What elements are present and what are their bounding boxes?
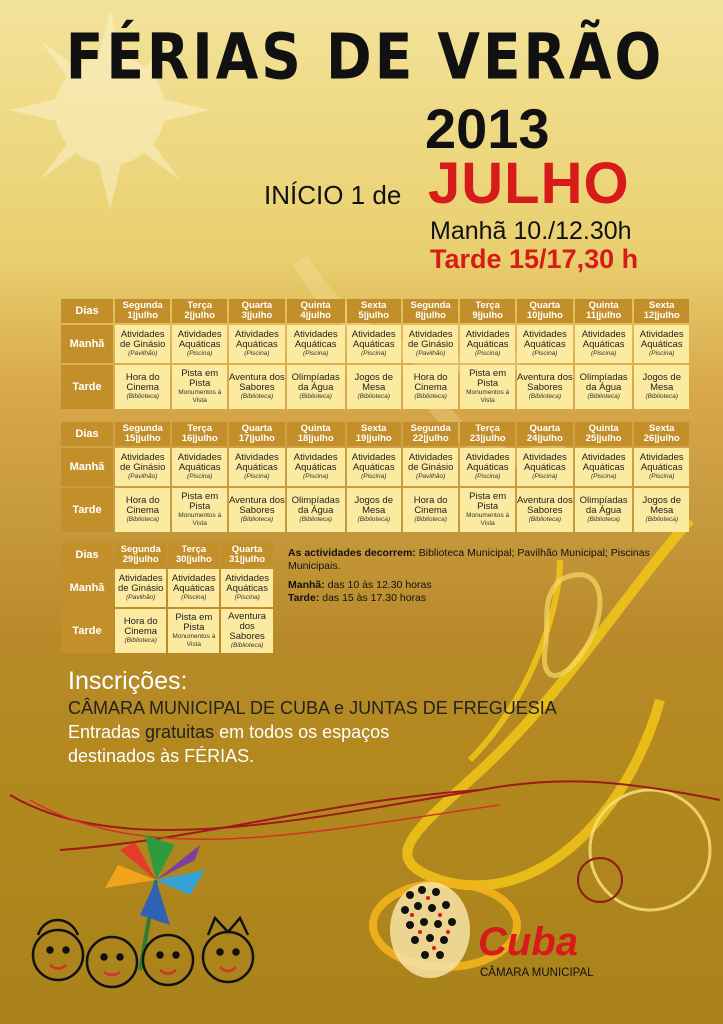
activity-name: Atividades de Ginásio xyxy=(120,452,166,473)
activity-location: (Biblioteca) xyxy=(357,516,390,523)
schedule-cell xyxy=(575,365,633,409)
activity-name: Olimpíadas da Água xyxy=(579,372,628,393)
schedule-cell xyxy=(634,448,689,486)
registration-title: Inscrições: xyxy=(68,667,188,695)
activity-location: (Biblioteca) xyxy=(414,393,447,400)
row-tarde xyxy=(61,609,273,653)
schedule-cell xyxy=(347,488,401,532)
schedule-cell xyxy=(287,365,345,409)
info-block xyxy=(288,547,668,605)
row-label-tarde: Tarde xyxy=(61,609,113,653)
day-date: 29|julho xyxy=(122,554,159,565)
day-header xyxy=(172,299,226,323)
row-manha xyxy=(61,569,273,607)
schedule-cell xyxy=(115,365,170,409)
row-tarde xyxy=(61,365,689,409)
schedule-cell xyxy=(229,325,285,363)
header-row xyxy=(61,543,273,567)
activity-name: Pista em Pista xyxy=(175,612,213,633)
day-date: 16|julho xyxy=(181,433,218,444)
day-name: Terça xyxy=(475,423,500,434)
day-header xyxy=(347,299,401,323)
activity-name: Pista em Pista xyxy=(181,368,219,389)
activity-location: (Pavilhão) xyxy=(416,473,446,480)
day-header xyxy=(403,422,458,446)
day-header xyxy=(287,299,345,323)
day-header xyxy=(347,422,401,446)
schedule-cell xyxy=(287,448,345,486)
activity-location: (Biblioteca) xyxy=(126,393,159,400)
activity-name: Atividades Aquáticas xyxy=(639,329,684,350)
activity-location: (Biblioteca) xyxy=(414,516,447,523)
schedule-cell xyxy=(115,325,170,363)
day-name: Terça xyxy=(475,300,500,311)
afternoon-text: das 15 às 17.30 horas xyxy=(322,592,427,604)
activity-name: Atividades Aquáticas xyxy=(351,329,396,350)
schedule-cell xyxy=(172,325,226,363)
schedule-cell xyxy=(287,325,345,363)
activities-text: Biblioteca Municipal; Pavilhão Municipal; Piscinas Municipais. xyxy=(288,547,650,572)
activity-location: (Biblioteca) xyxy=(357,393,390,400)
row-label-tarde: Tarde xyxy=(61,488,113,532)
activity-name: Atividades de Ginásio xyxy=(118,573,164,594)
activity-location: (Piscina) xyxy=(361,350,387,357)
schedule-cell xyxy=(115,609,166,653)
schedule-cell xyxy=(403,488,458,532)
activity-name: Hora do Cinema xyxy=(123,616,158,637)
day-date: 15|julho xyxy=(124,433,161,444)
schedule-cell xyxy=(172,448,226,486)
line2-post: em todos os espaços xyxy=(214,722,390,742)
start-date-label: INÍCIO 1 de xyxy=(264,180,402,210)
day-date: 30|julho xyxy=(175,554,212,565)
activity-name: Pista em Pista xyxy=(469,368,507,389)
activity-location: (Pavilhão) xyxy=(416,350,446,357)
month: JULHO xyxy=(428,151,630,216)
activity-location: (Pavilhão) xyxy=(128,350,158,357)
schedule-cell xyxy=(347,325,401,363)
schedule-week-1 xyxy=(59,297,691,411)
day-date: 10|julho xyxy=(526,310,563,321)
day-name: Terça xyxy=(187,300,213,311)
activity-name: Hora do Cinema xyxy=(125,372,160,393)
activity-name: Atividades Aquáticas xyxy=(293,452,338,473)
activity-location: (Biblioteca) xyxy=(587,393,620,400)
day-name: Terça xyxy=(181,544,207,555)
activity-name: Atividades Aquáticas xyxy=(639,452,684,473)
day-date: 5|julho xyxy=(358,310,390,321)
schedule-cell xyxy=(287,488,345,532)
day-name: Terça xyxy=(187,423,213,434)
schedule-cell xyxy=(172,365,226,409)
schedule-cell xyxy=(221,609,273,653)
schedule-cell xyxy=(172,488,226,532)
day-name: Sexta xyxy=(649,300,675,311)
day-header xyxy=(115,299,170,323)
schedule-cell xyxy=(115,448,170,486)
activity-subtitle: Monumentos à Vista xyxy=(172,633,216,648)
schedule-cell xyxy=(575,488,633,532)
day-name: Quarta xyxy=(241,300,273,311)
day-name: Segunda xyxy=(122,300,163,311)
schedule-cell xyxy=(517,448,573,486)
morning-text: das 10 às 12.30 horas xyxy=(327,579,432,591)
day-date: 22|julho xyxy=(412,433,449,444)
line2-pre: Entradas xyxy=(68,722,146,742)
activity-location: (Biblioteca) xyxy=(587,516,620,523)
row-manha xyxy=(61,325,689,363)
schedule-cell xyxy=(168,609,219,653)
day-header xyxy=(172,422,226,446)
activity-name: Aventura dos Sabores xyxy=(228,372,285,393)
schedule-cell xyxy=(575,325,633,363)
day-name: Sexta xyxy=(361,300,387,311)
activity-location: (Piscina) xyxy=(303,473,329,480)
schedule-cell xyxy=(517,488,573,532)
activity-name: Atividades Aquáticas xyxy=(177,329,222,350)
schedule-cell xyxy=(403,365,458,409)
activity-subtitle: Monumentos à Vista xyxy=(466,512,510,527)
activity-location: (Biblioteca) xyxy=(126,516,159,523)
day-date: 19|julho xyxy=(355,433,392,444)
activity-name: Atividades Aquáticas xyxy=(234,452,279,473)
activity-name: Olimpíadas da Água xyxy=(291,495,340,516)
activity-name: Jogos de Mesa xyxy=(354,372,393,393)
row-label-tarde: Tarde xyxy=(61,365,113,409)
schedule-cell xyxy=(403,325,458,363)
activity-location: (Piscina) xyxy=(532,473,558,480)
activity-name: Atividades Aquáticas xyxy=(225,573,270,594)
activity-subtitle: Monumentos à Vista xyxy=(178,512,222,527)
year: 2013 xyxy=(425,97,550,160)
activity-location: (Piscina) xyxy=(244,350,270,357)
activity-location: (Piscina) xyxy=(187,473,213,480)
schedule-cell xyxy=(347,365,401,409)
activity-name: Pista em Pista xyxy=(181,491,219,512)
schedule-cell xyxy=(460,488,514,532)
activity-name: Olimpíadas da Água xyxy=(579,495,628,516)
activity-location: (Biblioteca) xyxy=(124,637,157,644)
activity-name: Atividades de Ginásio xyxy=(407,452,454,473)
day-name: Quinta xyxy=(588,300,619,311)
children-drawing xyxy=(33,918,253,987)
day-header xyxy=(634,422,689,446)
activity-name: Aventura dos Sabores xyxy=(516,495,573,516)
schedule-cell xyxy=(460,325,514,363)
day-header xyxy=(634,299,689,323)
activity-name: Atividades Aquáticas xyxy=(351,452,396,473)
day-date: 26|julho xyxy=(643,433,680,444)
schedule-cell xyxy=(168,569,219,607)
day-date: 11|julho xyxy=(585,310,622,321)
activity-name: Atividades Aquáticas xyxy=(581,452,626,473)
activity-name: Atividades de Ginásio xyxy=(120,329,166,350)
day-name: Quarta xyxy=(529,300,561,311)
schedule-cell xyxy=(517,325,573,363)
schedule-cell xyxy=(517,365,573,409)
morning-label: Manhã: xyxy=(288,579,325,591)
logo-name: Cuba xyxy=(478,920,578,964)
registration-line-1: CÂMARA MUNICIPAL DE CUBA e JUNTAS DE FREGUESIA xyxy=(68,698,557,718)
activity-name: Aventura dos Sabores xyxy=(228,611,267,642)
day-date: 1|julho xyxy=(127,310,159,321)
row-label-manha: Manhã xyxy=(61,448,113,486)
activity-name: Atividades Aquáticas xyxy=(293,329,338,350)
activity-location: (Biblioteca) xyxy=(240,516,274,523)
afternoon-hours: Tarde 15/17,30 h xyxy=(430,244,639,274)
activity-location: (Biblioteca) xyxy=(645,516,678,523)
row-label-manha: Manhã xyxy=(61,325,113,363)
schedule-cell xyxy=(634,325,689,363)
row-manha xyxy=(61,448,689,486)
day-name: Sexta xyxy=(361,423,387,434)
activity-location: (Pavilhão) xyxy=(126,594,156,601)
day-date: 4|julho xyxy=(300,310,331,321)
activity-name: Atividades Aquáticas xyxy=(522,452,567,473)
header-row xyxy=(61,299,689,323)
day-header xyxy=(403,299,458,323)
row-label-dias: Dias xyxy=(61,543,113,567)
poster-title: FÉRIAS DE VERÃO xyxy=(65,20,665,94)
activity-subtitle: Monumentos à Vista xyxy=(178,389,222,404)
activity-location: (Biblioteca) xyxy=(230,642,264,649)
day-name: Segunda xyxy=(120,544,161,555)
activity-name: Atividades Aquáticas xyxy=(581,329,626,350)
schedule-week-2 xyxy=(59,420,691,534)
activity-name: Atividades Aquáticas xyxy=(465,329,510,350)
day-header xyxy=(460,422,514,446)
activity-name: Atividades Aquáticas xyxy=(234,329,279,350)
activity-location: (Piscina) xyxy=(590,473,617,480)
day-header xyxy=(575,299,633,323)
day-name: Quinta xyxy=(300,300,331,311)
activity-subtitle: Monumentos à Vista xyxy=(466,389,510,404)
activity-location: (Piscina) xyxy=(475,350,501,357)
activity-location: (Biblioteca) xyxy=(240,393,274,400)
day-date: 8|julho xyxy=(415,310,446,321)
activity-name: Olimpíadas da Água xyxy=(291,372,340,393)
activity-location: (Biblioteca) xyxy=(645,393,678,400)
schedule-cell xyxy=(229,365,285,409)
day-date: 12|julho xyxy=(643,310,680,321)
activity-location: (Pavilhão) xyxy=(128,473,158,480)
day-date: 18|julho xyxy=(297,433,334,444)
logo-subtitle: CÂMARA MUNICIPAL xyxy=(480,967,594,979)
schedule-cell xyxy=(115,569,166,607)
activity-location: (Piscina) xyxy=(187,350,213,357)
day-header xyxy=(115,543,166,567)
morning-hours: Manhã 10./12.30h xyxy=(430,217,632,245)
registration-line-3: destinados às FÉRIAS. xyxy=(68,746,255,766)
day-header xyxy=(229,299,285,323)
activity-name: Jogos de Mesa xyxy=(642,372,681,393)
activity-location: (Biblioteca) xyxy=(299,393,332,400)
day-header xyxy=(575,422,633,446)
row-label-manha: Manhã xyxy=(61,569,113,607)
morning-line xyxy=(288,579,668,592)
day-date: 9|julho xyxy=(472,310,503,321)
registration-line-2 xyxy=(68,722,389,743)
row-label-dias: Dias xyxy=(61,299,113,323)
row-label-dias: Dias xyxy=(61,422,113,446)
schedule-cell xyxy=(460,448,514,486)
day-name: Segunda xyxy=(122,423,163,434)
activities-label: As actividades decorrem: xyxy=(288,547,416,559)
day-name: Segunda xyxy=(410,300,451,311)
activity-location: (Piscina) xyxy=(532,350,558,357)
activity-name: Aventura dos Sabores xyxy=(516,372,573,393)
activity-name: Hora do Cinema xyxy=(125,495,160,516)
day-name: Sexta xyxy=(649,423,675,434)
activity-location: (Piscina) xyxy=(590,350,617,357)
activity-name: Atividades de Ginásio xyxy=(407,329,454,350)
schedule-week-3 xyxy=(59,541,275,655)
header-row xyxy=(61,422,689,446)
day-header xyxy=(229,422,285,446)
day-name: Quarta xyxy=(231,544,263,555)
line2-highlight: gratuitas xyxy=(145,722,215,742)
schedule-cell xyxy=(229,448,285,486)
day-header xyxy=(168,543,219,567)
schedule-cell xyxy=(575,448,633,486)
day-header xyxy=(221,543,273,567)
schedule-cell xyxy=(115,488,170,532)
day-name: Quarta xyxy=(241,423,273,434)
activity-name: Hora do Cinema xyxy=(413,495,448,516)
afternoon-label: Tarde: xyxy=(288,592,320,604)
activity-location: (Biblioteca) xyxy=(528,516,562,523)
activity-name: Pista em Pista xyxy=(469,491,507,512)
activity-name: Aventura dos Sabores xyxy=(228,495,285,516)
day-name: Segunda xyxy=(410,423,451,434)
activity-name: Jogos de Mesa xyxy=(354,495,393,516)
activity-location: (Piscina) xyxy=(181,594,207,601)
afternoon-line xyxy=(288,592,668,605)
activity-location: (Piscina) xyxy=(649,473,675,480)
day-name: Quinta xyxy=(588,423,619,434)
schedule-cell xyxy=(634,488,689,532)
day-header xyxy=(517,422,573,446)
day-header xyxy=(115,422,170,446)
activities-line xyxy=(288,547,668,573)
activity-name: Atividades Aquáticas xyxy=(171,573,216,594)
activity-location: (Biblioteca) xyxy=(528,393,562,400)
schedule-cell xyxy=(221,569,273,607)
day-date: 17|julho xyxy=(238,433,275,444)
day-header xyxy=(460,299,514,323)
schedule-cell xyxy=(229,488,285,532)
day-date: 31|julho xyxy=(229,554,266,565)
activity-name: Atividades Aquáticas xyxy=(177,452,222,473)
day-date: 2|julho xyxy=(184,310,216,321)
schedule-cell xyxy=(460,365,514,409)
activity-location: (Piscina) xyxy=(244,473,270,480)
activity-location: (Piscina) xyxy=(649,350,675,357)
activity-name: Atividades Aquáticas xyxy=(465,452,510,473)
day-name: Quarta xyxy=(529,423,561,434)
schedule-cell xyxy=(634,365,689,409)
day-name: Quinta xyxy=(300,423,331,434)
activity-name: Hora do Cinema xyxy=(413,372,448,393)
activity-location: (Piscina) xyxy=(475,473,501,480)
activity-name: Jogos de Mesa xyxy=(642,495,681,516)
activity-location: (Piscina) xyxy=(234,594,260,601)
activity-location: (Piscina) xyxy=(303,350,329,357)
day-header xyxy=(517,299,573,323)
schedule-cell xyxy=(403,448,458,486)
row-tarde xyxy=(61,488,689,532)
day-header xyxy=(287,422,345,446)
activity-location: (Biblioteca) xyxy=(299,516,332,523)
day-date: 23|julho xyxy=(469,433,506,444)
schedule-cell xyxy=(347,448,401,486)
activity-name: Atividades Aquáticas xyxy=(522,329,567,350)
activity-location: (Piscina) xyxy=(361,473,387,480)
day-date: 25|julho xyxy=(585,433,622,444)
day-date: 24|julho xyxy=(526,433,563,444)
day-date: 3|julho xyxy=(241,310,273,321)
